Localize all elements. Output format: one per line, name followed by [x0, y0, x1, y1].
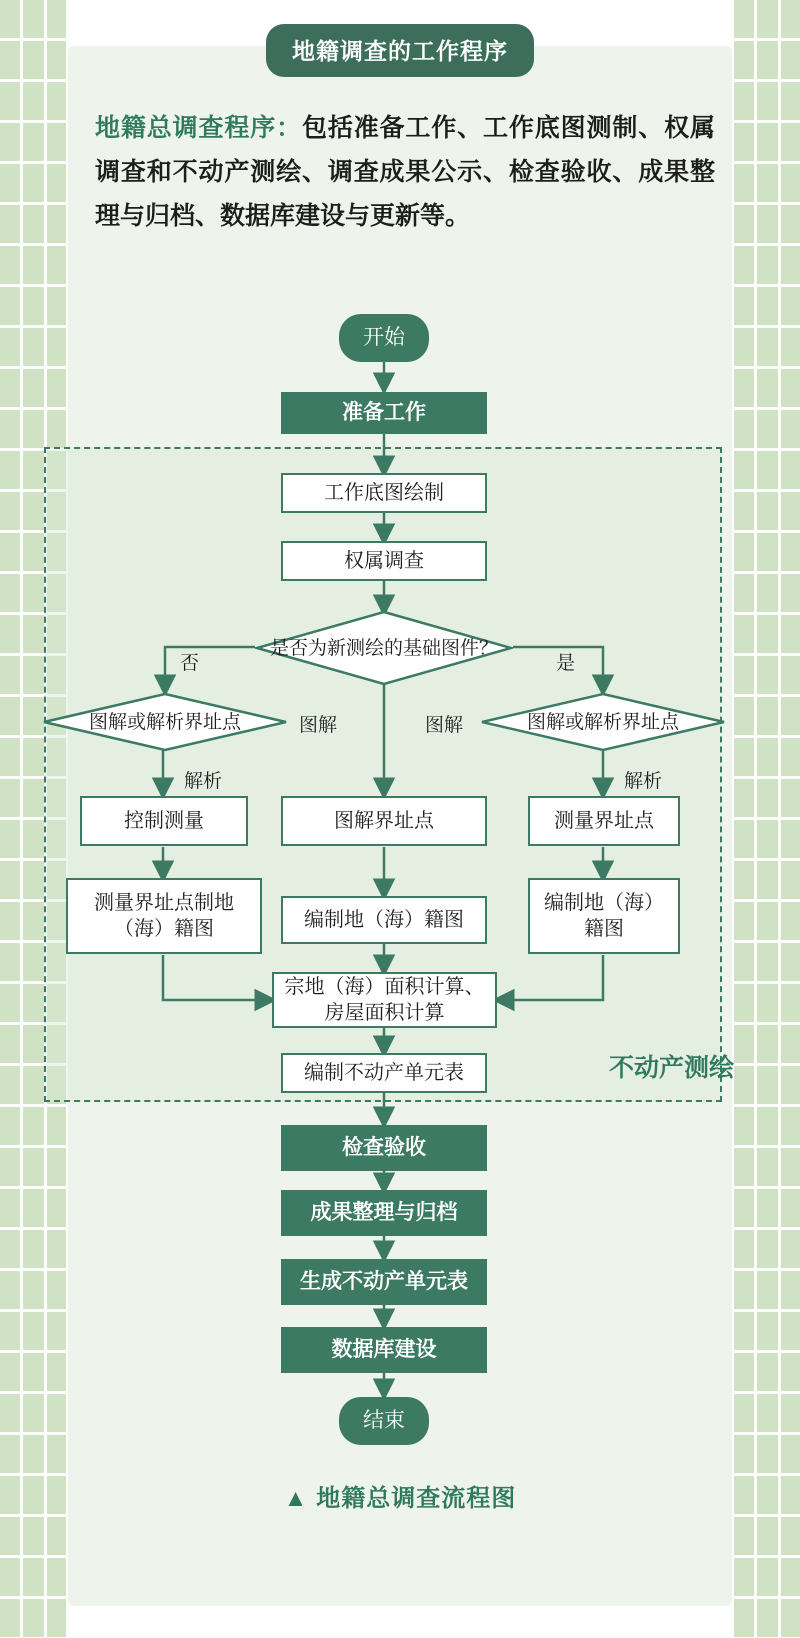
edge-label-analytic-left: 解析	[184, 771, 223, 792]
edge-label-yes: 是	[556, 653, 576, 674]
edge-label-no: 否	[180, 653, 200, 674]
node-area-calculation[interactable]: 宗地（海）面积计算、房屋面积计算	[272, 972, 497, 1028]
right-branch-label: 图解或解析界址点	[526, 711, 679, 733]
node-ownership-survey[interactable]: 权属调查	[281, 541, 487, 581]
node-right-branch[interactable]	[480, 692, 726, 752]
intro-lead: 地籍总调查程序：	[95, 114, 302, 142]
node-decision-new-survey[interactable]	[255, 610, 513, 686]
node-archive[interactable]: 成果整理与归档	[281, 1190, 487, 1236]
node-measure-points[interactable]: 测量界址点	[528, 796, 680, 846]
left-branch-label: 图解或解析界址点	[88, 711, 241, 733]
node-end[interactable]: 结束	[339, 1397, 429, 1445]
decision-label: 是否为新测绘的基础图件？	[269, 637, 498, 659]
edge-label-graphic-left: 图解	[299, 715, 338, 736]
node-database[interactable]: 数据库建设	[281, 1327, 487, 1373]
edge-label-analytic-right: 解析	[624, 771, 663, 792]
intro-body: 包括准备工作、工作底图测制、权属调查和不动产测绘、调查成果公示、检查验收、成果整理与归档、数据库建设与更新等。	[95, 114, 715, 230]
page-title: 地籍调查的工作程序	[266, 24, 534, 77]
node-graphic-points[interactable]: 图解界址点	[281, 796, 487, 846]
region-label: 不动产测绘	[608, 1054, 734, 1082]
node-start[interactable]: 开始	[339, 314, 429, 362]
node-mid-make-map[interactable]: 编制地（海）籍图	[281, 896, 487, 944]
node-left-branch[interactable]	[42, 692, 288, 752]
node-prepare[interactable]: 准备工作	[281, 392, 487, 434]
node-base-map[interactable]: 工作底图绘制	[281, 473, 487, 513]
figure-caption: ▲ 地籍总调查流程图	[283, 1485, 517, 1512]
node-left-make-map[interactable]: 测量界址点制地（海）籍图	[66, 878, 262, 954]
node-right-make-map[interactable]: 编制地（海）籍图	[528, 878, 680, 954]
node-generate-unit-table[interactable]: 生成不动产单元表	[281, 1259, 487, 1305]
edge-label-graphic-right: 图解	[425, 715, 464, 736]
node-check-accept[interactable]: 检查验收	[281, 1125, 487, 1171]
node-control-survey[interactable]: 控制测量	[80, 796, 248, 846]
node-unit-table[interactable]: 编制不动产单元表	[281, 1053, 487, 1093]
